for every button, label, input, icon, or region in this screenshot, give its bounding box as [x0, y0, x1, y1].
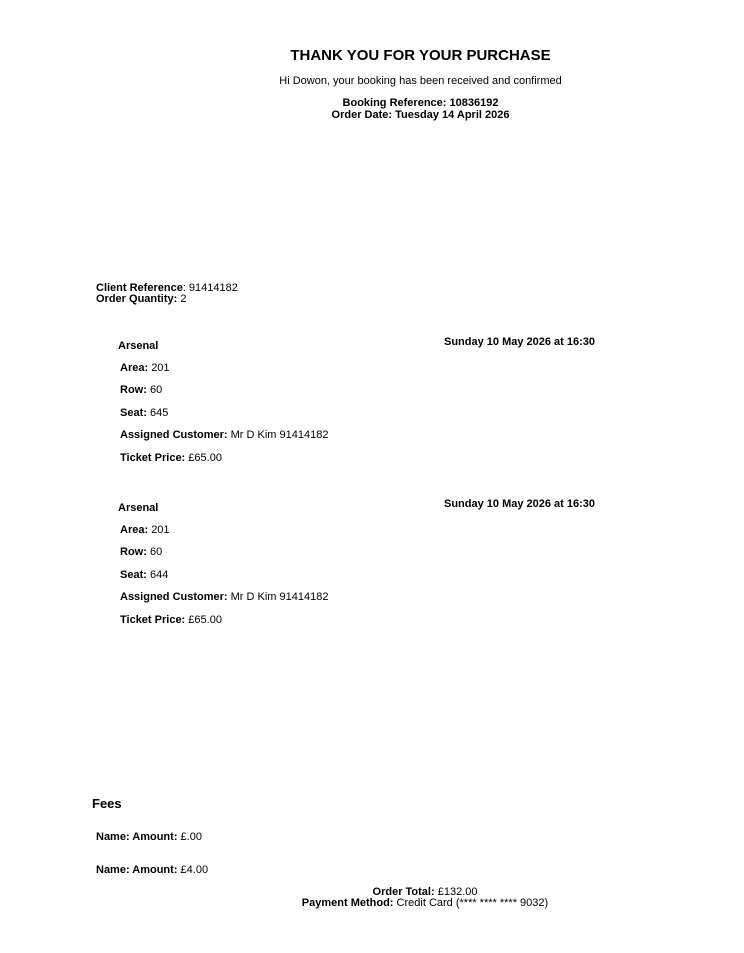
- ticket-event-date: Sunday 10 May 2026 at 16:30: [444, 336, 596, 348]
- page-title: THANK YOU FOR YOUR PURCHASE: [290, 47, 551, 64]
- booking-reference-label: Booking Reference:: [342, 97, 447, 109]
- ticket-row: [120, 546, 162, 558]
- order-quantity-label: Order Quantity:: [96, 293, 178, 305]
- order-date-value: Tuesday 14 April 2026: [395, 109, 510, 121]
- fee-label: Name: Amount:: [96, 831, 178, 843]
- order-total-value: £132.00: [437, 886, 478, 898]
- client-reference-value: : 91414182: [182, 282, 238, 294]
- ticket-event-name: Arsenal: [118, 340, 159, 352]
- order-quantity: [96, 293, 186, 305]
- fee-amount: £.00: [180, 831, 202, 843]
- ticket-price-value: £65.00: [188, 452, 222, 464]
- ticket-row: [120, 384, 162, 396]
- payment-method-label: Payment Method:: [301, 897, 394, 909]
- seat-value: 645: [149, 407, 169, 419]
- ticket-price-label: Ticket Price:: [120, 614, 186, 626]
- ticket-price-value: £65.00: [188, 614, 222, 626]
- fee-item: [96, 864, 208, 876]
- assigned-customer-label: Assigned Customer:: [120, 429, 228, 441]
- fee-amount: £4.00: [180, 864, 209, 876]
- row-label: Row:: [120, 384, 147, 396]
- area-value: 201: [151, 362, 170, 374]
- assigned-customer-value: Mr D Kim 91414182: [230, 429, 329, 441]
- seat-label: Seat:: [120, 407, 147, 419]
- fees-heading: Fees: [92, 796, 122, 811]
- order-quantity-value: 2: [180, 293, 187, 305]
- row-value: 60: [149, 546, 163, 558]
- ticket-price: [120, 452, 222, 464]
- fee-item: [96, 831, 202, 843]
- seat-value: 644: [149, 569, 169, 581]
- ticket-event-name: Arsenal: [118, 502, 159, 514]
- ticket-seat: [120, 569, 168, 581]
- area-value: 201: [151, 524, 170, 536]
- seat-label: Seat:: [120, 569, 147, 581]
- order-total-label: Order Total:: [372, 886, 435, 898]
- ticket-assigned-customer: [120, 429, 328, 441]
- booking-reference-value: 10836192: [449, 97, 499, 109]
- payment-method-value: Credit Card (**** **** **** 9032): [396, 897, 549, 909]
- greeting-text: Hi Dowon, your booking has been received and confirmed: [279, 75, 562, 87]
- ticket-price: [120, 614, 222, 626]
- ticket-price-label: Ticket Price:: [120, 452, 186, 464]
- ticket-assigned-customer: [120, 591, 328, 603]
- fee-label: Name: Amount:: [96, 864, 178, 876]
- assigned-customer-label: Assigned Customer:: [120, 591, 228, 603]
- area-label: Area:: [120, 524, 149, 536]
- order-date-label: Order Date:: [331, 109, 393, 121]
- ticket-area: [120, 524, 170, 536]
- order-date: [0, 109, 744, 121]
- client-reference-label: Client Reference: [96, 282, 183, 294]
- area-label: Area:: [120, 362, 149, 374]
- row-value: 60: [149, 384, 163, 396]
- booking-reference: [0, 97, 744, 109]
- ticket-event-date: Sunday 10 May 2026 at 16:30: [444, 498, 596, 510]
- row-label: Row:: [120, 546, 147, 558]
- payment-method: [0, 897, 744, 909]
- assigned-customer-value: Mr D Kim 91414182: [230, 591, 329, 603]
- ticket-seat: [120, 407, 168, 419]
- ticket-area: [120, 362, 170, 374]
